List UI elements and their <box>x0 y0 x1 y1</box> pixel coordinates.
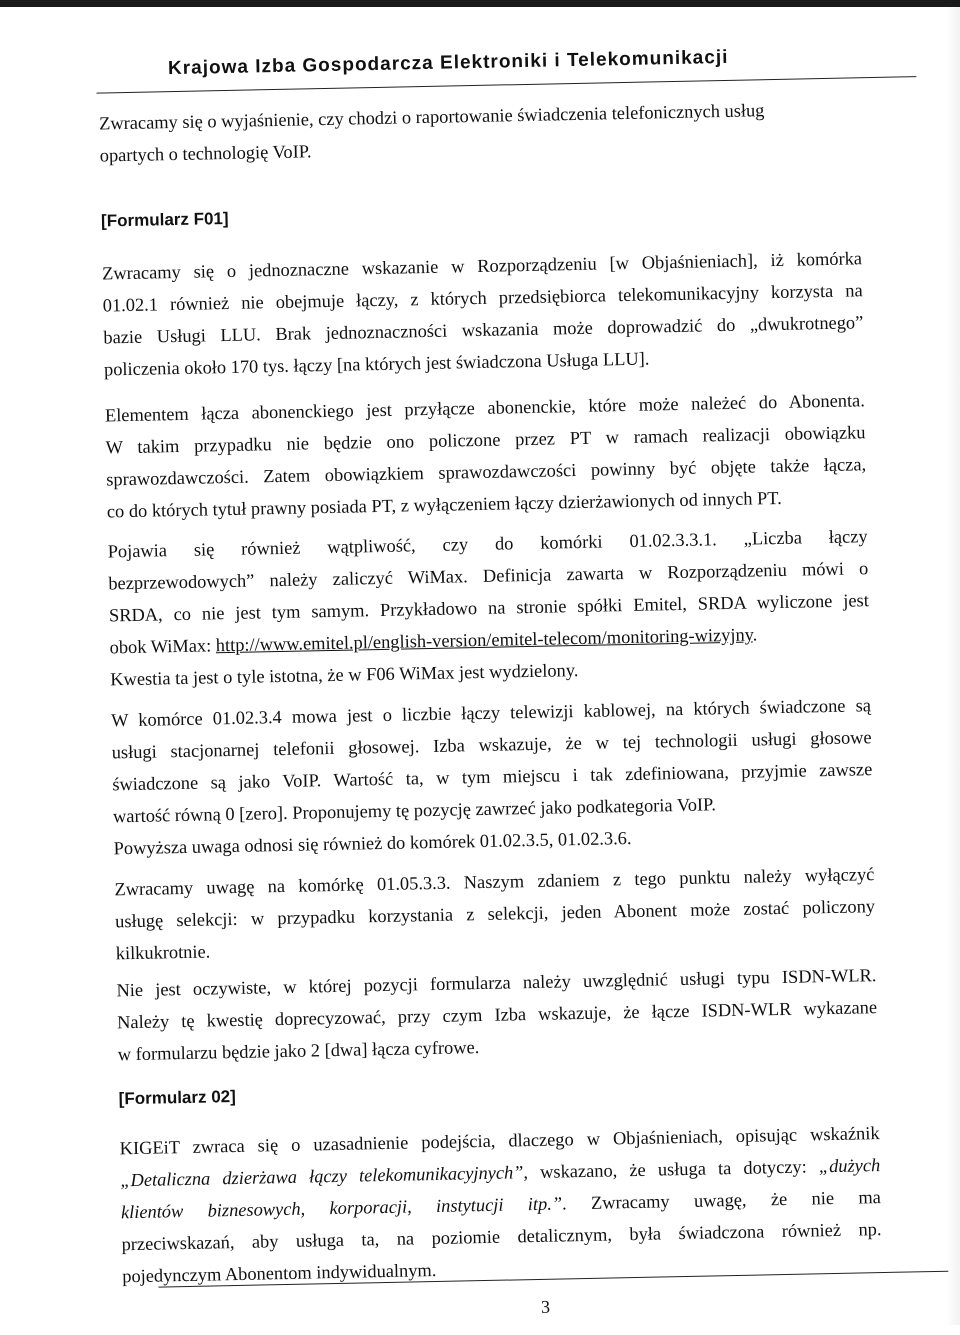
text-line: Należy tę kwestię doprecyzować, przy czym Izba wskazuje, że łącze ISDN-WLR wykazane <box>116 997 878 1033</box>
paragraph-dzierzawa <box>119 1117 882 1292</box>
page-header-title: Krajowa Izba Gospodarcza Elektroniki i Telekomunikacji <box>167 46 729 80</box>
text-line: sprawozdawczości. Zatem obowiązkiem sprawozdawczości powinny być objęte także łącza, <box>106 454 867 490</box>
text-line: kilkukrotnie. <box>115 941 211 964</box>
text-line: przeciwskazań, aby usługa ta, na poziomie detalicznym, była świadczona również np. <box>121 1219 882 1255</box>
text-line: Elementem łącza abonenckiego jest przyłącze abonenckie, które może należeć do Abonenta. <box>104 390 866 426</box>
paragraph-selekcja <box>114 858 876 969</box>
text-line: Powyższa uwaga odnosi się również do komórek 01.02.3.5, 01.02.3.6. <box>113 827 632 859</box>
text-fragment: obok WiMax: <box>109 635 217 658</box>
text-line: wartość równą 0 [zero]. Proponujemy tę pozycję zawrzeć jako podkategoria VoIP. <box>112 794 717 827</box>
section-heading-02: [Formularz 02] <box>118 1086 237 1109</box>
text-line: 01.02.1 również nie obejmuje łączy, z których przedsiębiorca telekomunikacyjny korzysta na <box>102 280 863 316</box>
section-heading-f01: [Formularz F01] <box>100 208 229 231</box>
text-fragment-italic: klientów biznesowych, korporacji, instytucji itp.” <box>120 1193 563 1223</box>
text-line: świadczone są jako VoIP. Wartość ta, w tym miejscu i tak zdefiniowana, przyjmie zawsze <box>112 759 873 795</box>
paragraph-llu <box>102 242 864 385</box>
text-line: W takim przypadku nie będzie ono policzone przez PT w ramach realizacji obowiązku <box>105 422 866 458</box>
text-line: bazie Usługi LLU. Brak jednoznaczności wskazania może doprowadzić do „dwukrotnego” <box>103 312 864 348</box>
text-line: Nie jest oczywiste, w której pozycji formularza należy uwzględnić usługi typu ISDN-WLR. <box>116 965 877 1001</box>
paragraph-przylacze <box>105 384 867 527</box>
text-line: usługę selekcji: w przypadku korzystania z selekcji, jeden Abonent może zostać policzony <box>114 896 876 932</box>
text-line: KIGEiT zwraca się o uzasadnienie podejścia, dlaczego w Objaśnieniach, opisując wskaźnik <box>119 1123 880 1159</box>
scan-edge-shade <box>946 0 960 1325</box>
text-fragment: . Zwracamy uwagę, że nie ma <box>561 1187 882 1214</box>
text-line: Kwestia ta jest o tyle istotna, że w F06 WiMax jest wydzielony. <box>110 660 579 690</box>
paragraph-cable-tv <box>111 689 874 864</box>
text-fragment-italic: „Detaliczna dzierżawa łączy telekomunikacyjnych” <box>120 1162 524 1191</box>
text-line: usługi stacjonarnej telefonii głosowej. Izba wskazuje, że w tej technologii usługi głosowe <box>111 727 872 763</box>
text-line: co do których tytuł prawny posiada PT, z wyłączeniem łączy dzierżawionych od innych PT. <box>106 487 782 522</box>
text-fragment-italic: „dużych <box>818 1155 881 1177</box>
emitel-link[interactable]: http://www.emitel.pl/english-version/emitel-telecom/monitoring-wizyjny <box>215 624 753 656</box>
text-line: Zwracamy się o wyjaśnienie, czy chodzi o raportowanie świadczenia telefonicznych usług <box>98 100 765 134</box>
text-line: Pojawia się również wątpliwość, czy do komórki 01.02.3.3.1. „Liczba łączy <box>107 526 868 562</box>
text-fragment: , wskazano, że usługa ta dotyczy: <box>523 1156 820 1183</box>
paragraph-wimax <box>107 520 870 695</box>
text-line: Zwracamy się o jednoznaczne wskazanie w Rozporządzeniu [w Objaśnieniach], iż komórka <box>101 248 863 284</box>
text-line: W komórce 01.02.3.4 mowa jest o liczbie łączy telewizji kablowej, na których świadczone są <box>110 695 872 731</box>
text-line: Zwracamy uwagę na komórkę 01.05.3.3. Naszym zdaniem z tego punktu należy wyłączyć <box>114 864 875 900</box>
text-line: pojedynczym Abonentom indywidualnym. <box>122 1260 437 1287</box>
paragraph-isdn-wlr <box>116 959 878 1070</box>
text-line: w formularzu będzie jako 2 [dwa] łącza cyfrowe. <box>117 1037 480 1065</box>
text-line: bezprzewodowych” należy zaliczyć WiMax. Definicja zawarta w Rozporządzeniu mówi o <box>108 558 869 594</box>
paragraph-voip <box>99 92 860 171</box>
text-fragment: . <box>752 624 758 645</box>
text-line: SRDA, co nie jest tym samym. Przykładowo na stronie spółki Emitel, SRDA wyliczone jest <box>108 590 870 626</box>
text-line: policzenia około 170 tys. łączy [na których jest świadczona Usługa LLU]. <box>103 348 650 380</box>
text-line: opartych o technologię VoIP. <box>99 141 312 166</box>
page-number: 3 <box>540 1296 551 1317</box>
